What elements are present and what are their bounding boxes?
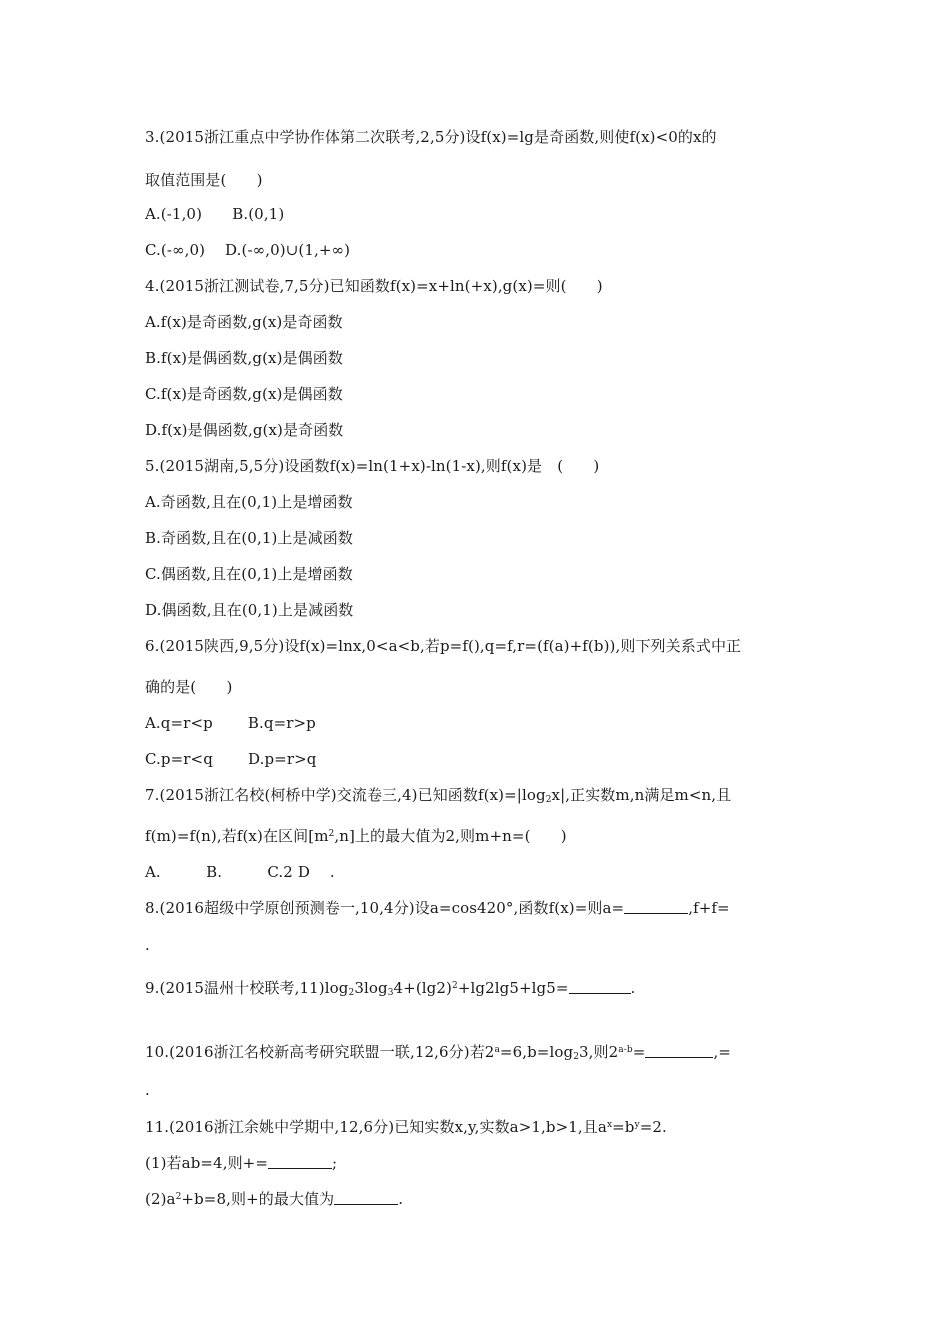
q7-exponent: 2	[328, 829, 335, 839]
q10-answer-blank[interactable]	[645, 1043, 713, 1058]
q8-answer-blank-1[interactable]	[624, 899, 688, 914]
q10-exponent: a-b	[618, 1045, 633, 1055]
q11-stem	[145, 1117, 667, 1137]
q9-text: +lg2lg5+lg5=	[457, 979, 569, 997]
q10-text: 3,则2	[579, 1043, 619, 1061]
q8-text: ,f+f=	[688, 899, 730, 917]
q5-option-d: D.偶函数,且在(0,1)上是减函数	[145, 601, 354, 619]
q4-option-b: B.f(x)是偶函数,g(x)是偶函数	[145, 349, 343, 367]
q11-exponent: x	[606, 1120, 613, 1130]
q11-exponent: y	[634, 1120, 640, 1130]
q11-answer-blank-2[interactable]	[334, 1190, 398, 1205]
q5-option-a: A.奇函数,且在(0,1)上是增函数	[145, 493, 353, 511]
q7-text: ,n]上的最大值为2,则m+n=( )	[334, 827, 567, 845]
q9-answer-blank[interactable]	[569, 979, 631, 994]
q10-text: ,=	[713, 1043, 731, 1061]
q10-stem-line1	[145, 1042, 731, 1062]
q9-text: .	[630, 979, 636, 997]
q11-text: 11.(2016浙江余姚中学期中,12,6分)已知实数x,y,实数a>1,b>1,且a	[145, 1118, 607, 1136]
q8-stem-line1	[145, 898, 730, 918]
q3-stem-line2: 取值范围是( )	[145, 171, 263, 189]
q7-log-base: 2	[545, 795, 552, 805]
q11-text: .	[398, 1190, 404, 1208]
q9-log-base: 2	[348, 988, 355, 998]
q7-text: x|,正实数m,n满足m<n,且	[551, 786, 732, 804]
q11-answer-blank-1[interactable]	[268, 1154, 332, 1169]
q11-exponent: 2	[175, 1192, 182, 1202]
q6-options-cd: C.p=r<q D.p=r>q	[145, 750, 317, 768]
q10-text: =6,b=log	[499, 1043, 574, 1061]
q11-text: =2.	[639, 1118, 667, 1136]
q5-option-b: B.奇函数,且在(0,1)上是减函数	[145, 529, 353, 547]
q7-stem-line2	[145, 826, 567, 846]
q7-stem-line1	[145, 785, 731, 805]
q3-options-ab: A.(-1,0) B.(0,1)	[145, 205, 285, 223]
q11-subquestion-1	[145, 1153, 337, 1173]
q6-stem-line2: 确的是( )	[145, 678, 233, 696]
q10-text: =	[632, 1043, 646, 1061]
q10-exponent: a	[494, 1045, 500, 1055]
q9-stem	[145, 978, 635, 998]
q10-log-base: 2	[573, 1052, 580, 1062]
q5-stem: 5.(2015湖南,5,5分)设函数f(x)=ln(1+x)-ln(1-x),则f(x)是 ( )	[145, 457, 600, 475]
q7-options: A. B. C.2 D .	[145, 863, 335, 881]
q4-option-d: D.f(x)是偶函数,g(x)是奇函数	[145, 421, 344, 439]
q8-stem-line2: .	[145, 936, 150, 954]
q3-stem-line1: 3.(2015浙江重点中学协作体第二次联考,2,5分)设f(x)=lg是奇函数,则使f(x)<0的x的	[145, 128, 717, 146]
q8-text: 8.(2016超级中学原创预测卷一,10,4分)设a=cos420°,函数f(x)=则a=	[145, 899, 625, 917]
q4-stem: 4.(2015浙江测试卷,7,5分)已知函数f(x)=x+ln(+x),g(x)=则( )	[145, 277, 603, 295]
q11-text: +b=8,则+的最大值为	[181, 1190, 335, 1208]
q7-text: f(m)=f(n),若f(x)在区间[m	[145, 827, 329, 845]
q11-text: (1)若ab=4,则+=	[145, 1154, 269, 1172]
q9-text: 4+(lg2)	[393, 979, 452, 997]
q11-text: ;	[332, 1154, 338, 1172]
q11-text: =b	[612, 1118, 635, 1136]
q9-log-base: 3	[387, 988, 394, 998]
q10-text: 10.(2016浙江名校新高考研究联盟一联,12,6分)若2	[145, 1043, 495, 1061]
q6-stem-line1: 6.(2015陕西,9,5分)设f(x)=lnx,0<a<b,若p=f(),q=f,r=(f(a)+f(b)),则下列关系式中正	[145, 637, 742, 655]
q9-exponent: 2	[451, 981, 458, 991]
q3-options-cd: C.(-∞,0) D.(-∞,0)∪(1,+∞)	[145, 241, 351, 259]
q11-subquestion-2	[145, 1189, 403, 1209]
q9-text: 3log	[354, 979, 388, 997]
q11-text: (2)a	[145, 1190, 176, 1208]
q6-options-ab: A.q=r<p B.q=r>p	[145, 714, 316, 732]
q4-option-a: A.f(x)是奇函数,g(x)是奇函数	[145, 313, 343, 331]
q4-option-c: C.f(x)是奇函数,g(x)是偶函数	[145, 385, 343, 403]
q9-text: 9.(2015温州十校联考,11)log	[145, 979, 349, 997]
q10-stem-line2: .	[145, 1081, 150, 1099]
q5-option-c: C.偶函数,且在(0,1)上是增函数	[145, 565, 353, 583]
q7-text: 7.(2015浙江名校(柯桥中学)交流卷三,4)已知函数f(x)=|log	[145, 786, 546, 804]
